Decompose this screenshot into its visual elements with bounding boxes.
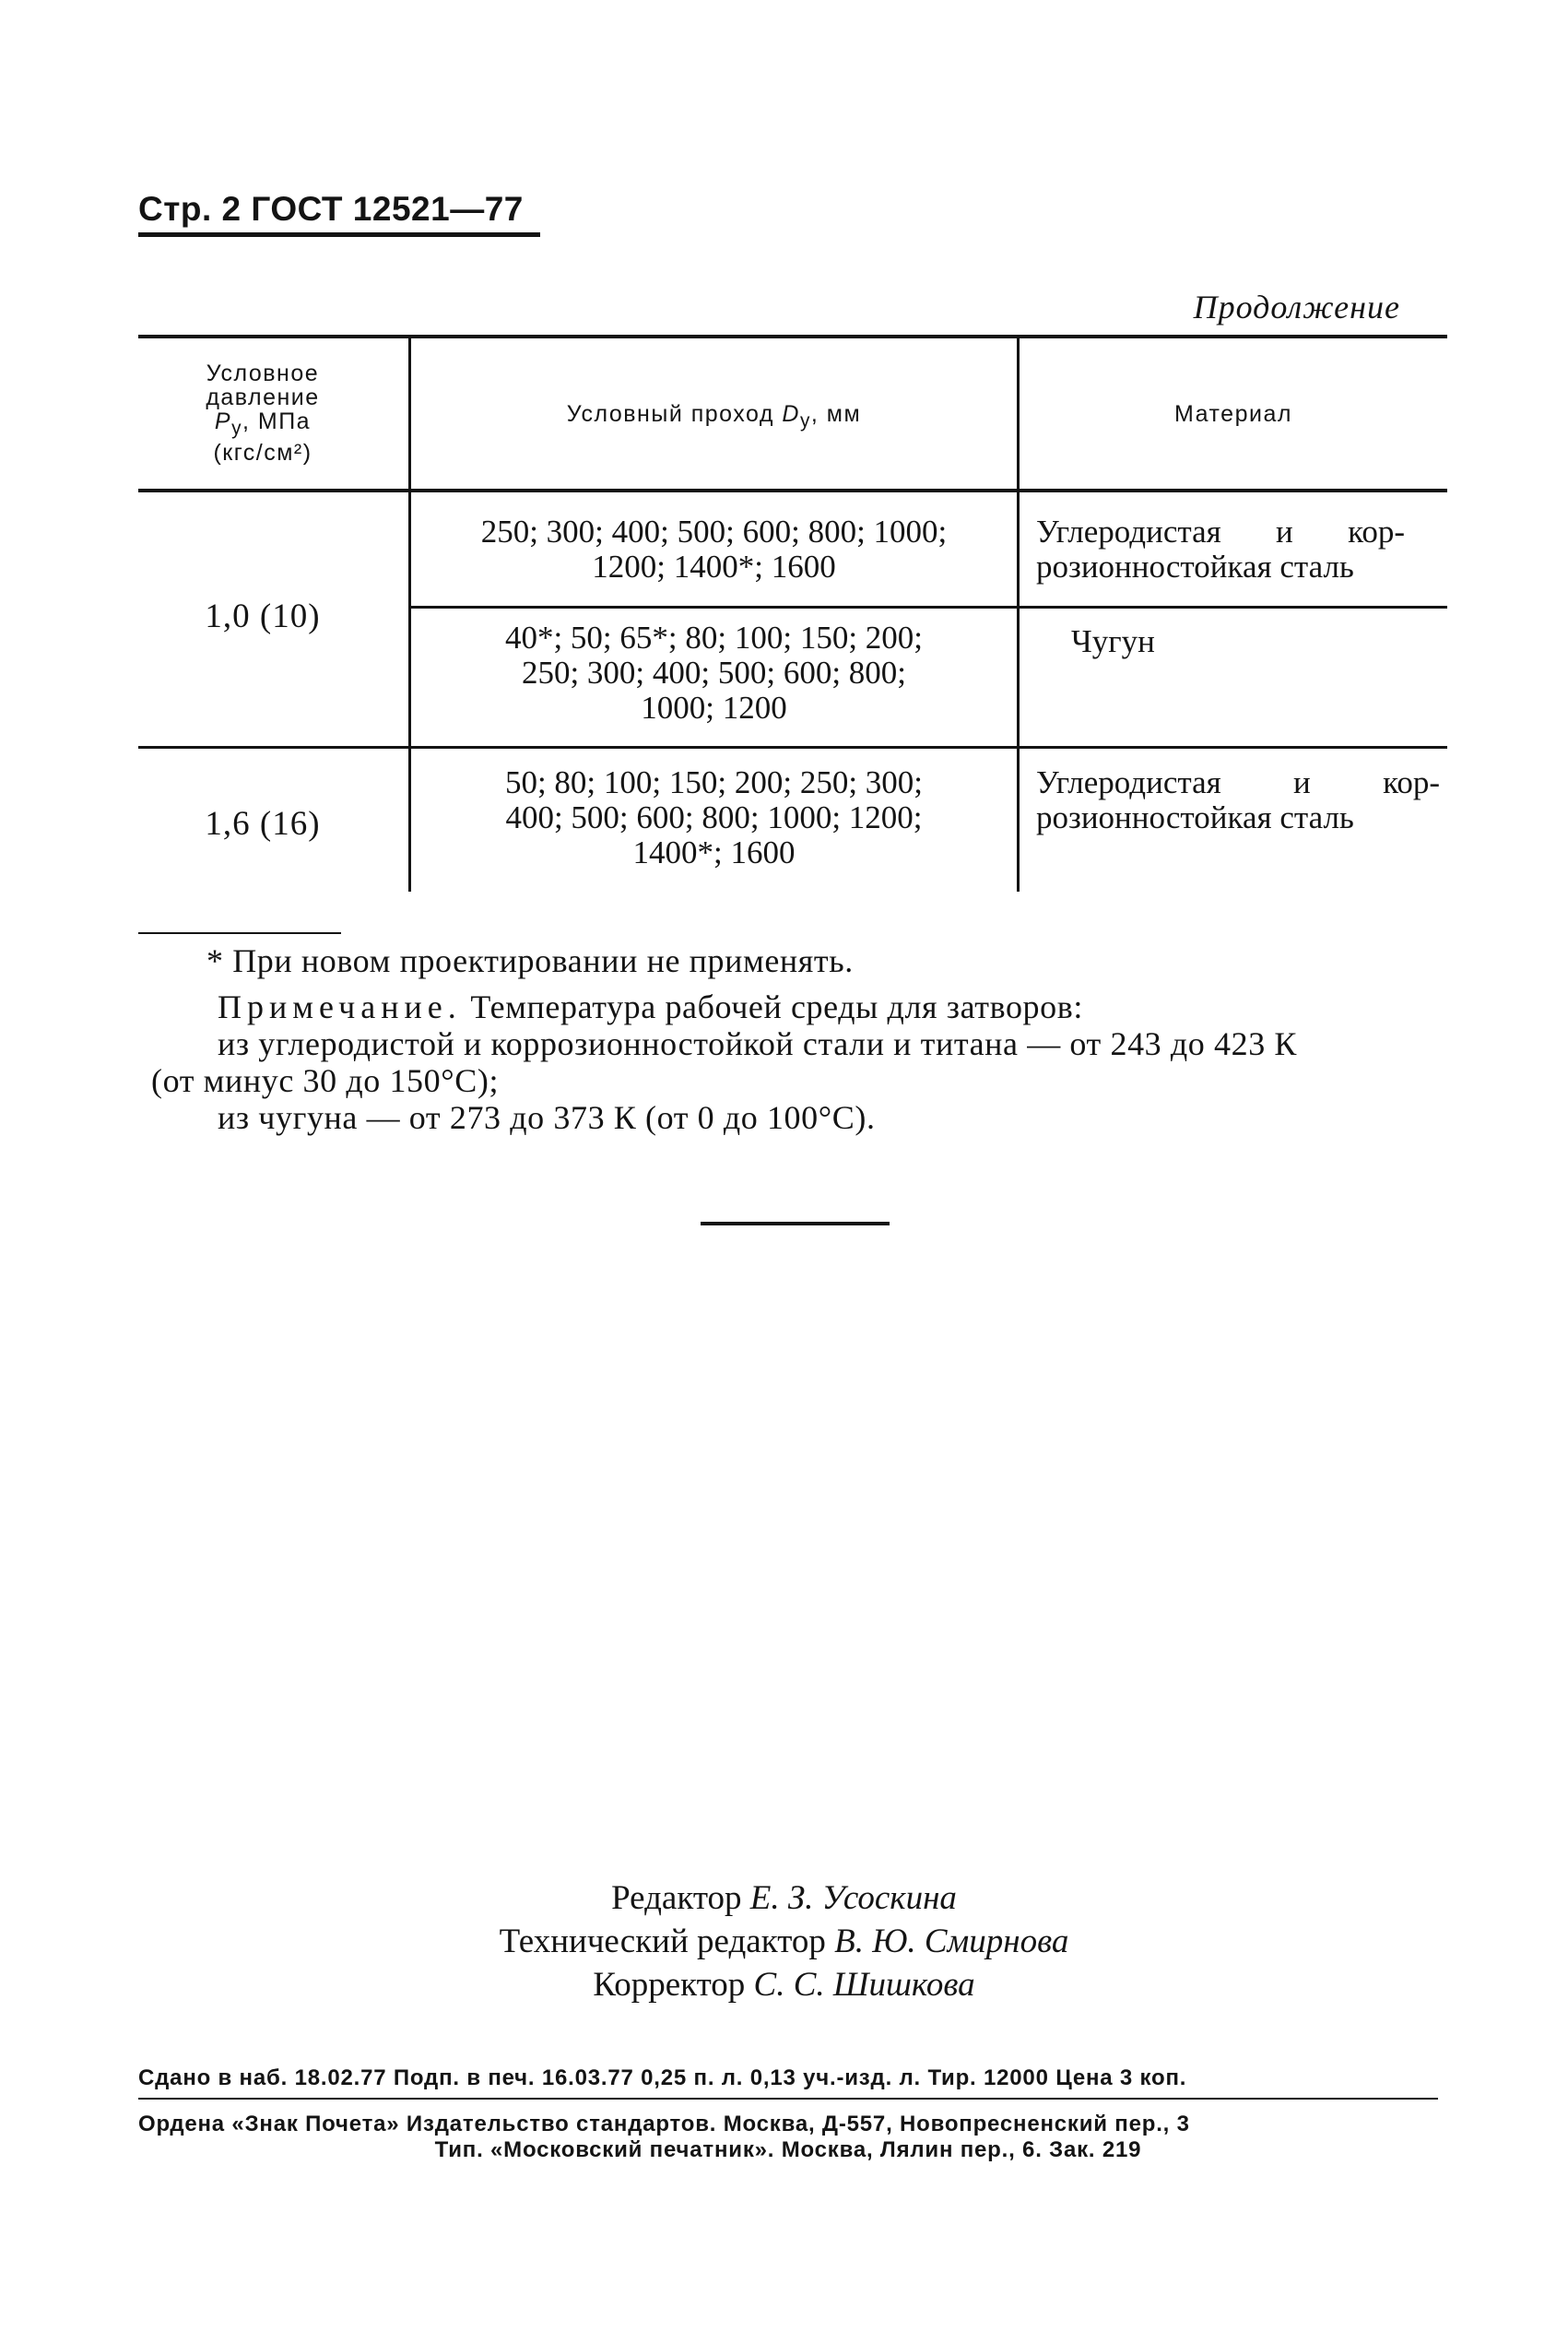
- table-header-rule: [138, 489, 1447, 492]
- footnote-rule: [138, 932, 341, 934]
- material-cell-1a: Углеродистая и кор- розионностойкая сталь: [1036, 514, 1405, 585]
- continuation-label: Продолжение: [1193, 289, 1400, 325]
- imprint-rule: [138, 2098, 1438, 2100]
- group-divider-rule: [138, 746, 1447, 749]
- pressure-cell-1: 1,0 (10): [205, 598, 321, 635]
- imprint-line-1: Сдано в наб. 18.02.77 Подп. в печ. 16.03.77 0,25 п. л. 0,13 уч.-изд. л. Тир. 12000 Цена 3 коп.: [138, 2065, 1187, 2090]
- credit-corrector: Корректор С. С. Шишкова: [593, 1966, 975, 2004]
- material-cell-1b: Чугун: [1071, 623, 1155, 659]
- column-header-passage: Условный проход $D_у$, мм: [566, 401, 862, 432]
- row-divider-rule: [410, 606, 1447, 609]
- note-label: Примечание.: [218, 988, 462, 1025]
- column-header-pressure: Условное давление $P_у$, МПа (кгс/см²): [206, 361, 320, 466]
- column-header-material: Материал: [1174, 401, 1292, 427]
- pressure-cell-2: 1,6 (16): [205, 805, 321, 843]
- material-cell-2: Углеродистая и кор- розионностойкая сталь: [1036, 764, 1440, 835]
- section-separator: [701, 1222, 890, 1225]
- imprint-line-3: Тип. «Московский печатник». Москва, Лялин пер., 6. Зак. 219: [434, 2137, 1142, 2162]
- table-top-rule: [138, 335, 1447, 338]
- note-block: Примечание. Температура рабочей среды для затворов: из углеродистой и коррозионностойкой стали и титана — от 243 до 423 К (от минус 30 до 150°С); из чугуна — от 273 до 373 К (от 0 до 100°С).: [151, 988, 1298, 1136]
- imprint-line-2: Ордена «Знак Почета» Издательство стандартов. Москва, Д-557, Новопресненский пер., 3: [138, 2112, 1190, 2136]
- credit-editor: Редактор Е. З. Усоскина: [611, 1879, 957, 1917]
- page-header: Стр. 2 ГОСТ 12521—77: [138, 190, 524, 228]
- sizes-cell-1a: 250; 300; 400; 500; 600; 800; 1000; 1200; 1400*; 1600: [480, 514, 948, 585]
- footnote: * При новом проектировании не применять.: [206, 942, 854, 979]
- credit-tech-editor: Технический редактор В. Ю. Смирнова: [499, 1923, 1069, 1960]
- credits-block: [0, 1876, 1568, 2006]
- sizes-cell-2: 50; 80; 100; 150; 200; 250; 300; 400; 500; 600; 800; 1000; 1200; 1400*; 1600: [504, 764, 924, 870]
- header-rule: [138, 232, 540, 237]
- sizes-cell-1b: 40*; 50; 65*; 80; 100; 150; 200; 250; 300; 400; 500; 600; 800; 1000; 1200: [504, 620, 924, 726]
